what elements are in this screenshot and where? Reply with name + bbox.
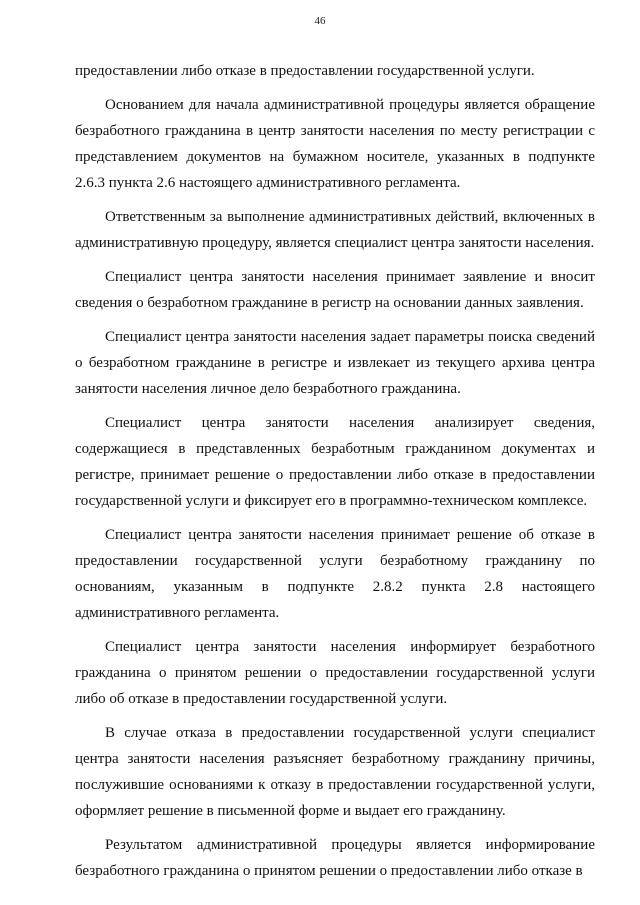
paragraph: Специалист центра занятости населения задает параметры поиска сведений о безработном гражданине в регистре и извлекает из текущего архива центра занятости населения личное дело безработного гражданина. [75,329,595,397]
document-body [75,58,595,892]
paragraph-continuation: предоставлении либо отказе в предоставлении государственной услуги. [75,63,535,79]
paragraph-last: Результатом административной процедуры является информирование безработного гражданина о принятом решении о предоставлении либо отказе в [75,837,595,879]
paragraph: В случае отказа в предоставлении государственной услуги специалист центра занятости населения разъясняет безработному гражданину причины, послужившие основаниями к отказу в предоставлении государственной услуги, оформляет решение в письменной форме и выдает его гражданину. [75,725,595,819]
paragraph: Специалист центра занятости населения принимает решение об отказе в предоставлении государственной услуги безработному гражданину по основаниям, указанным в подпункте 2.8.2 пункта 2.8 настоящего административного регламента. [75,527,595,621]
paragraph: Основанием для начала административной процедуры является обращение безработного гражданина в центр занятости населения по месту регистрации с представлением документов на бумажном носителе, указанных в подпункте 2.6.3 пункта 2.6 настоящего административного регламента. [75,97,595,191]
paragraph: Ответственным за выполнение административных действий, включенных в административную процедуру, является специалист центра занятости населения. [75,209,595,251]
paragraph: Специалист центра занятости населения принимает заявление и вносит сведения о безработном гражданине в регистр на основании данных заявления. [75,269,595,311]
paragraph: Специалист центра занятости населения анализирует сведения, содержащиеся в представленных безработным гражданином документах и регистре, принимает решение о предоставлении либо отказе в предоставлении государственной услуги и фиксирует его в программно-техническом комплексе. [75,415,595,509]
page-number: 46 [314,15,326,27]
paragraph: Специалист центра занятости населения информирует безработного гражданина о принятом решении о предоставлении государственной услуги либо об отказе в предоставлении государственной услуги. [75,639,595,707]
